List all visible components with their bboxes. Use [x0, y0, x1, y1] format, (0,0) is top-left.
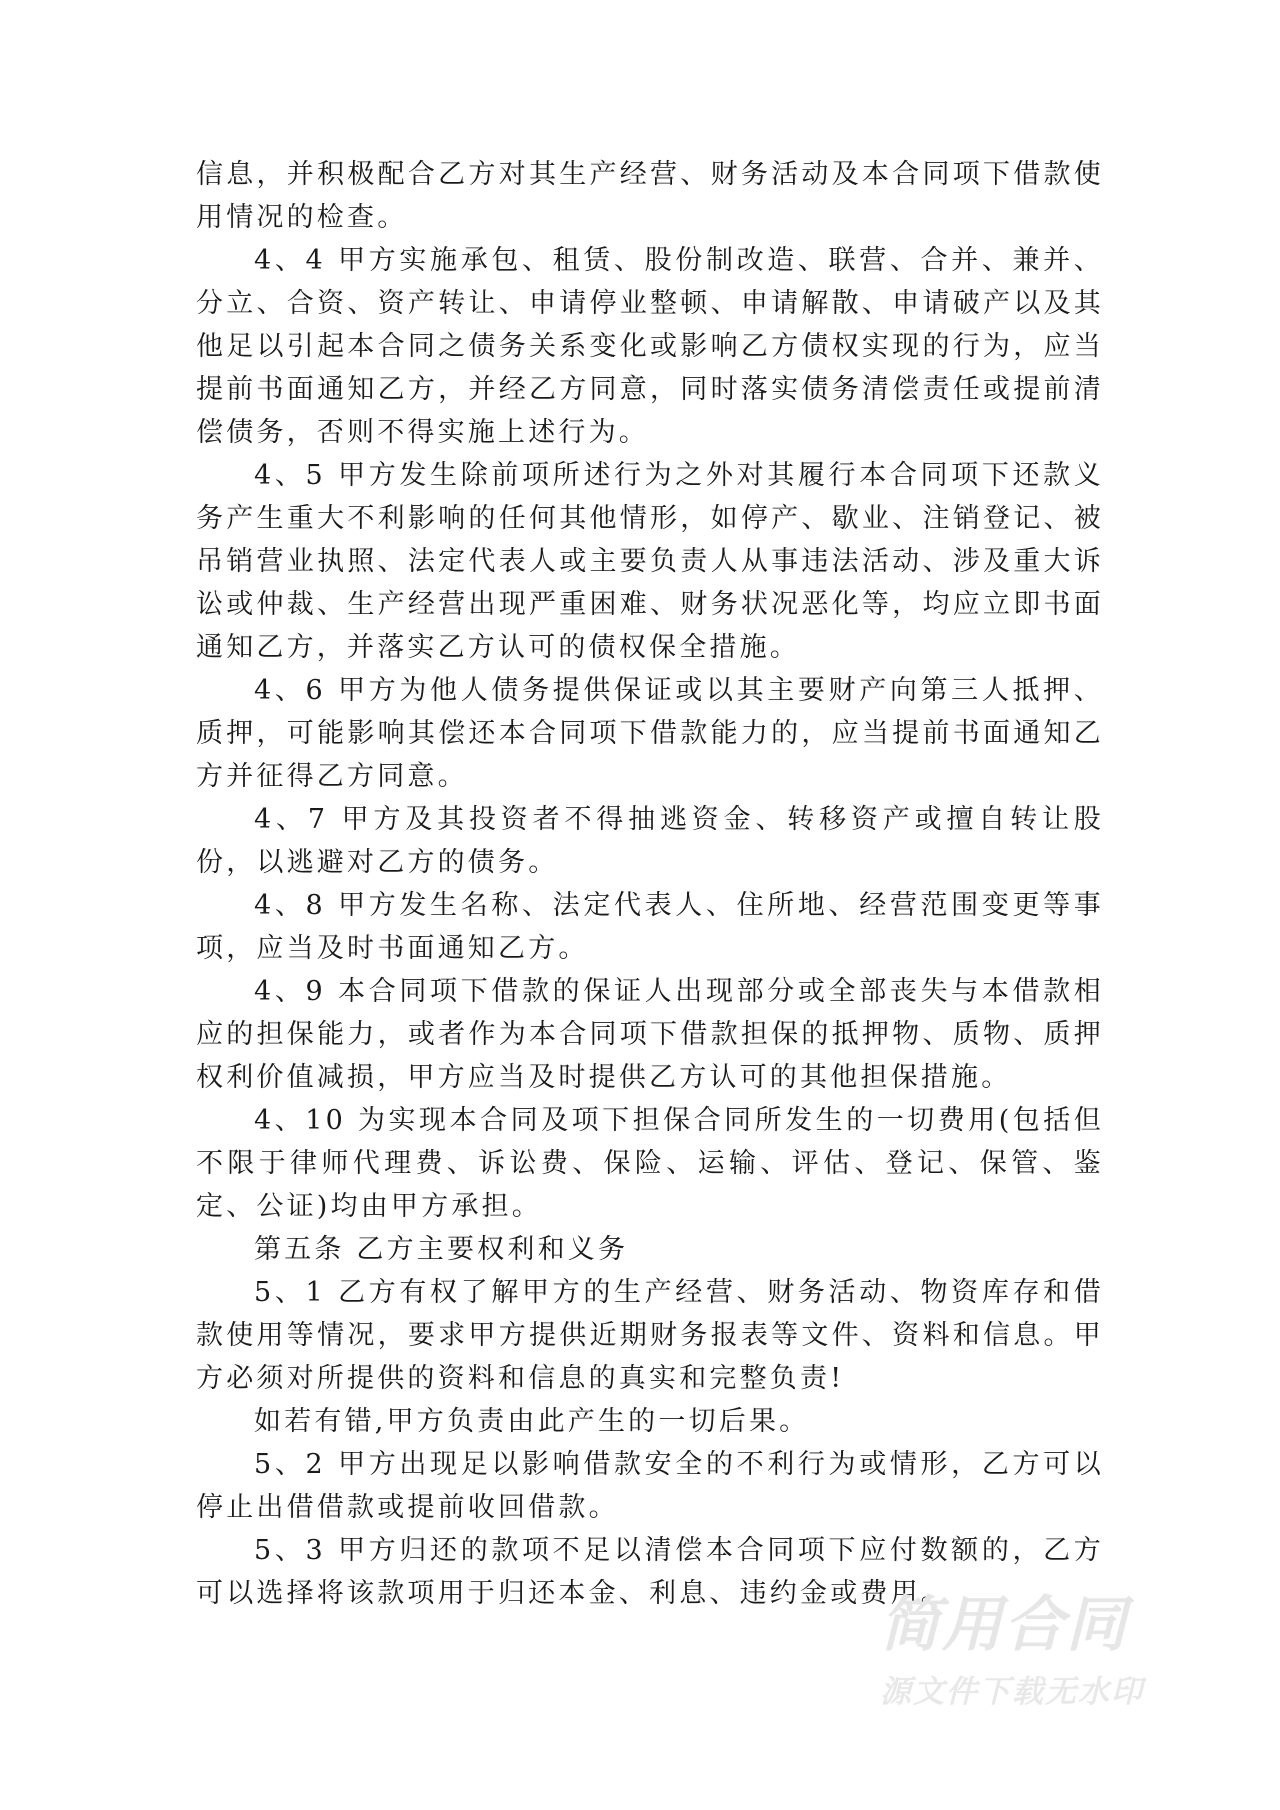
- clause-5-2: 5、2 甲方出现足以影响借款安全的不利行为或情形，乙方可以停止出借借款或提前收回借款。: [196, 1449, 1104, 1523]
- clause-4-10: 4、10 为实现本合同及项下担保合同所发生的一切费用(包括但不限于律师代理费、诉讼费、保险、运输、评估、登记、保管、鉴定、公证)均由甲方承担。: [196, 1105, 1104, 1222]
- clause-5-1: 5、1 乙方有权了解甲方的生产经营、财务活动、物资库存和借款使用等情况，要求甲方提供近期财务报表等文件、资料和信息。甲方必须对所提供的资料和信息的真实和完整负责!: [196, 1277, 1104, 1394]
- document-page: [196, 153, 1104, 1615]
- clause-4-6: 4、6 甲方为他人债务提供保证或以其主要财产向第三人抵押、质押，可能影响其偿还本合同项下借款能力的，应当提前书面通知乙方并征得乙方同意。: [196, 675, 1104, 792]
- watermark-brand: 简用合同: [880, 1590, 1128, 1660]
- paragraph-continuation: 信息，并积极配合乙方对其生产经营、财务活动及本合同项下借款使用情况的检查。: [196, 159, 1104, 233]
- clause-4-4: 4、4 甲方实施承包、租赁、股份制改造、联营、合并、兼并、分立、合资、资产转让、申请停业整顿、申请解散、申请破产以及其他足以引起本合同之债务关系变化或影响乙方债权实现的行为，应当提前书面通知乙方，并经乙方同意，同时落实债务清偿责任或提前清偿债务，否则不得实施上述行为。: [196, 245, 1104, 448]
- clause-4-8: 4、8 甲方发生名称、法定代表人、住所地、经营范围变更等事项，应当及时书面通知乙方。: [196, 890, 1104, 964]
- clause-5-3: 5、3 甲方归还的款项不足以清偿本合同项下应付数额的，乙方可以选择将该款项用于归还本金、利息、违约金或费用。: [196, 1535, 1104, 1609]
- clause-4-5: 4、5 甲方发生除前项所述行为之外对其履行本合同项下还款义务产生重大不利影响的任何其他情形，如停产、歇业、注销登记、被吊销营业执照、法定代表人或主要负责人从事违法活动、涉及重大诉讼或仲裁、生产经营出现严重困难、财务状况恶化等，均应立即书面通知乙方，并落实乙方认可的债权保全措施。: [196, 460, 1104, 663]
- clause-4-9: 4、9 本合同项下借款的保证人出现部分或全部丧失与本借款相应的担保能力，或者作为本合同项下借款担保的抵押物、质物、质押权利价值减损，甲方应当及时提供乙方认可的其他担保措施。: [196, 976, 1104, 1093]
- clause-5-1-note: 如若有错,甲方负责由此产生的一切后果。: [254, 1406, 810, 1437]
- clause-4-7: 4、7 甲方及其投资者不得抽逃资金、转移资产或擅自转让股份，以逃避对乙方的债务。: [196, 804, 1104, 878]
- watermark-tagline: 源文件下载无水印: [880, 1674, 1144, 1710]
- article-5-heading: 第五条 乙方主要权利和义务: [254, 1234, 629, 1265]
